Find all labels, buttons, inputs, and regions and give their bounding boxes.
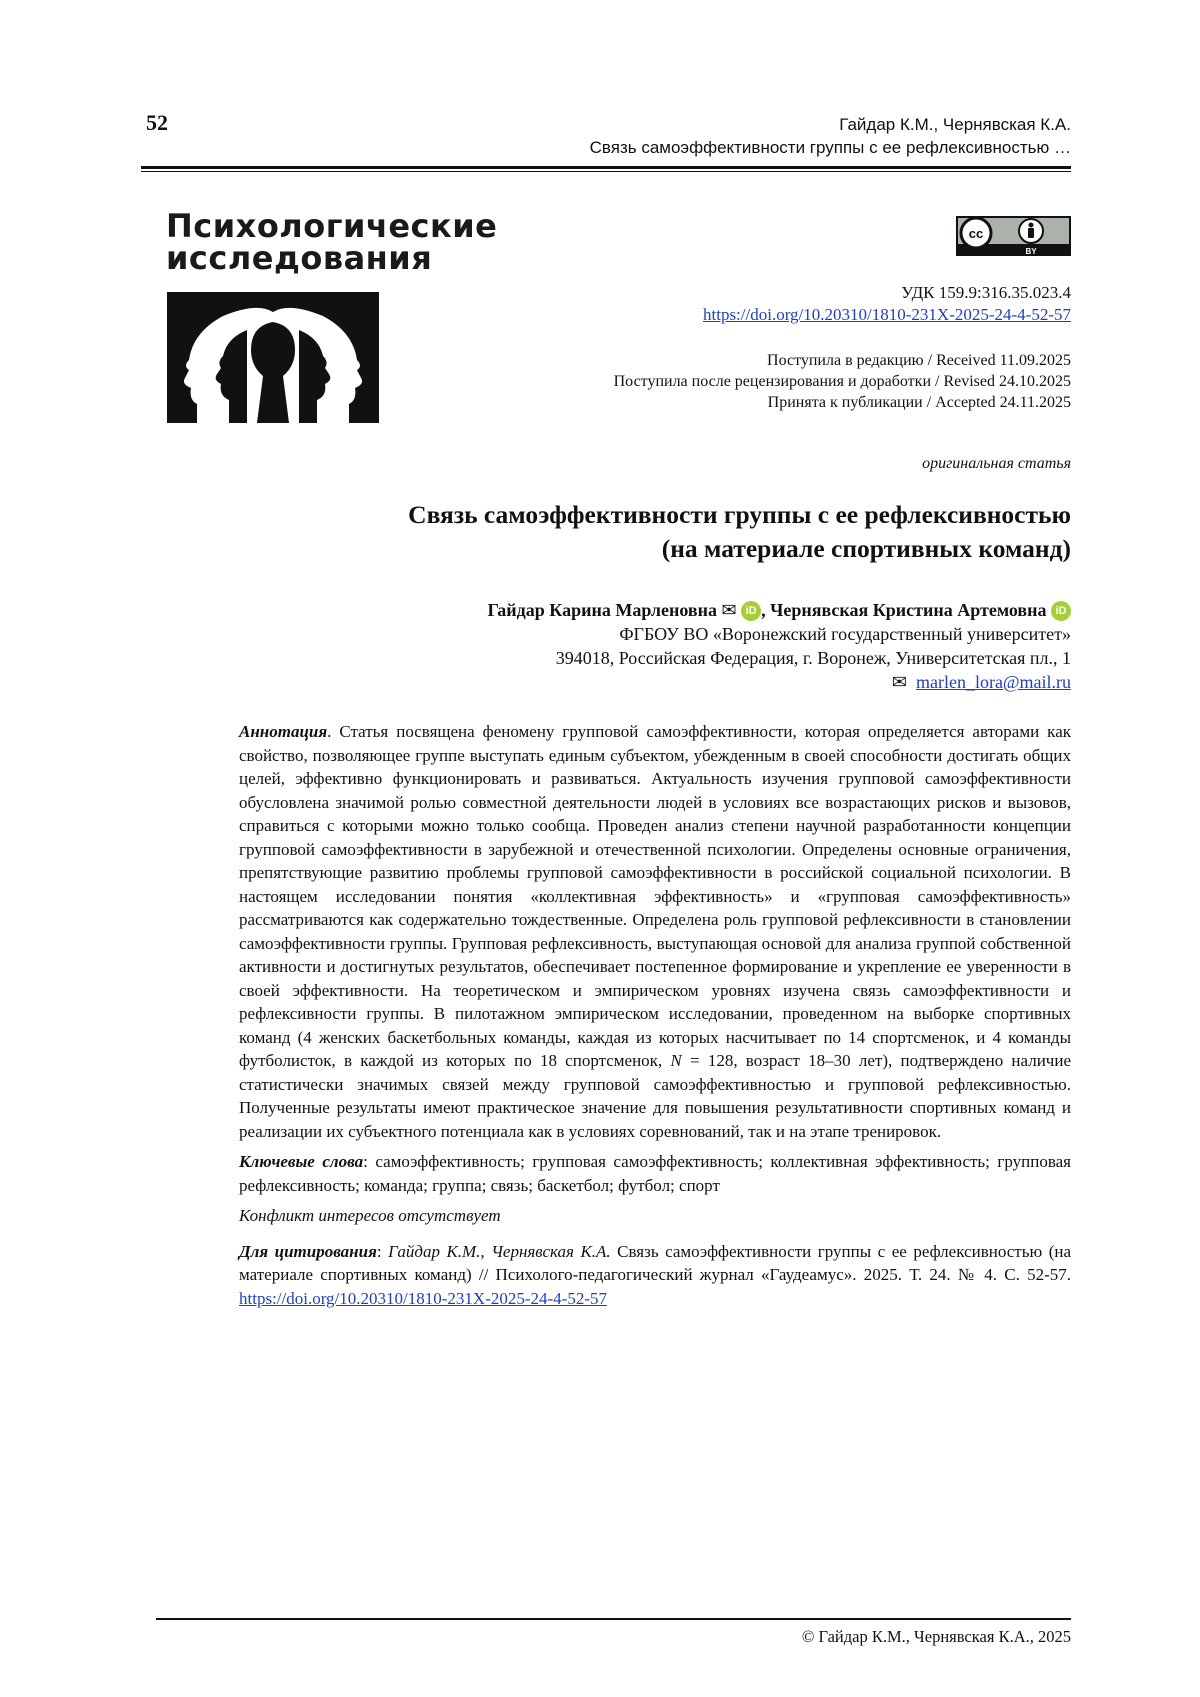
email-link[interactable]: marlen_lora@mail.ru xyxy=(915,672,1071,692)
article-title xyxy=(408,498,1071,566)
copyright: © Гайдар К.М., Чернявская К.А., 2025 xyxy=(801,1627,1071,1646)
abstract-label: Аннотация xyxy=(239,722,328,741)
orcid-icon[interactable]: iD xyxy=(741,601,761,621)
running-header xyxy=(590,113,1071,159)
authors-block xyxy=(487,598,1071,694)
abstract-text-2: = 128, возраст 18–30 лет), подтверждено наличие статистически значимых связей между групповой самоэффективностью и групповой рефлексивностью. Полученные результаты имеют практическое значение для повышения результативности спортивных команд и реализации их субъектного потенциала как в условиях соревнований, так и на этапе тренировок. xyxy=(239,1051,1071,1141)
citation-text: Связь самоэффективности группы с ее рефлексивностью (на материале спортивных команд) // Психолого-педагогический журнал «Гаудеамус». 2025. Т. 24. № 4. С. 52-57. xyxy=(239,1241,1071,1284)
email-icon: ✉ xyxy=(891,672,907,692)
journal-name-line2: исследования xyxy=(166,239,433,277)
running-header-title: Связь самоэффективности группы с ее рефлексивностью … xyxy=(589,138,1071,157)
article-body xyxy=(239,720,1071,1310)
address: 394018, Российская Федерация, г. Воронеж, Университетская пл., 1 xyxy=(555,648,1071,668)
article-title-line1: Связь самоэффективности группы с ее рефлексивностью xyxy=(408,500,1071,529)
abstract-n-symbol: N xyxy=(670,1051,682,1070)
header-rule xyxy=(141,166,1071,169)
udc-code: УДК 159.9:316.35.023.4 xyxy=(901,283,1071,302)
keywords-text: самоэффективность; групповая самоэффективность; коллективная эффективность; групповая рефлексивность; команда; группа; связь; баскетбол; футбол; спорт xyxy=(239,1152,1072,1195)
page-number: 52 xyxy=(146,110,168,135)
journal-name xyxy=(166,207,498,277)
email-icon: ✉ xyxy=(721,600,737,620)
footer-rule xyxy=(156,1618,1071,1620)
conflict-text: Конфликт интересов отсутствует xyxy=(239,1206,501,1225)
keywords: Ключевые слова: самоэффективность; групповая самоэффективность; коллективная эффективность; групповая рефлексивность; команда; группа; связь; баскетбол; футбол; спорт xyxy=(239,1152,1072,1195)
svg-text:cc: cc xyxy=(968,226,984,241)
svg-text:BY: BY xyxy=(1025,247,1037,256)
affiliation: ФГБОУ ВО «Воронежский государственный университет» xyxy=(619,624,1071,644)
header-rule-thin xyxy=(141,171,1071,172)
date-accepted: Принята к публикации / Accepted 24.11.2025 xyxy=(767,394,1071,411)
author-2-name: Чернявская Кристина Артемовна xyxy=(770,600,1047,620)
article-title-line2: (на материале спортивных команд) xyxy=(661,534,1071,563)
keywords-label: Ключевые слова xyxy=(239,1152,364,1171)
author-1-name: Гайдар Карина Марленовна xyxy=(487,600,718,620)
logo-graphic xyxy=(167,292,379,423)
orcid-icon[interactable]: iD xyxy=(1051,601,1071,621)
citation-label: Для цитирования xyxy=(239,1241,377,1261)
cc-by-graphic xyxy=(956,216,1071,256)
abstract-text-1: Статья посвящена феномену групповой самоэффективности, которая определяется авторами как свойство, позволяющее группе выступать единым субъектом, убежденным в своей способности достигать общих целей, эффективно функционировать и развиваться. Актуальность изучения групповой самоэффективности обусловлена значимой ролью совместной деятельности людей в условиях все возрастающих рисков и вызовов, справиться с которыми можно только сообща. Проведен анализ степени научной разработанности концепции групповой самоэффективности в зарубежной и отечественной психологии. Определены основные ограничения, препятствующие развитию проблемы групповой самоэффективности в российской социальной психологии. В настоящем исследовании понятия «коллективная эффективность» и «групповая самоэффективность» рассматриваются как содержательно тождественные. Определена роль групповой рефлексивности в становлении самоэффективности группы. Групповая рефлексивность, выступающая основой для анализа группой собственной активности и достигнутых результатов, обеспечивает постепенное формирование и укрепление ее уверенности в своей эффективности. На теоретическом и эмпирическом уровнях изучена связь самоэффективности и рефлексивности группы. В пилотажном эмпирическом исследовании, проведенном на выборке спортивных команд (4 женских баскетбольных команды, каждая из которых насчитывает по 14 спортсменок, и 4 команды футболисток, в каждой из которых по 18 спортсменок, xyxy=(239,722,1071,1070)
running-header-authors: Гайдар К.М., Чернявская К.А. xyxy=(839,115,1071,134)
doi-link[interactable]: https://doi.org/10.20310/1810-231X-2025-24-4-52-57 xyxy=(703,305,1071,324)
citation-authors: Гайдар К.М., Чернявская К.А. xyxy=(388,1241,611,1261)
citation: Для цитирования: Гайдар К.М., Чернявская К.А. Связь самоэффективности группы с ее рефлексивностью (на материале спортивных команд) // Психолого-педагогический журнал «Гаудеамус». 2025. Т. 24. № 4. С. 52-57. https://doi.org/10.20310/1810-231X-2025-24-4-52-57 xyxy=(239,1241,1071,1308)
head-silhouettes-logo xyxy=(167,292,379,423)
author-line: Гайдар Карина Марленовна ✉ iD , Чернявская Кристина Артемовна iD xyxy=(487,598,1071,622)
article-type: оригинальная статья xyxy=(922,455,1071,472)
date-revised: Поступила после рецензирования и доработки / Revised 24.10.2025 xyxy=(613,373,1071,390)
date-received: Поступила в редакцию / Received 11.09.2025 xyxy=(767,352,1071,369)
abstract: Аннотация. Статья посвящена феномену групповой самоэффективности, которая определяется авторами как свойство, позволяющее группе выступать единым субъектом, убежденным в своей способности достигать общих целей, эффективно функционировать и развиваться. Актуальность изучения групповой самоэффективности обусловлена значимой ролью совместной деятельности людей в условиях все возрастающих рисков и вызовов, справиться с которыми можно только сообща. Проведен анализ степени научной разработанности концепции групповой самоэффективности в зарубежной и отечественной психологии. Определены основные ограничения, препятствующие развитию проблемы групповой самоэффективности в российской социальной психологии. В настоящем исследовании понятия «коллективная эффективность» и «групповая самоэффективность» рассматриваются как содержательно тождественные. Определена роль групповой рефлексивности в становлении самоэффективности группы. Групповая рефлексивность, выступающая основой для анализа группой собственной активности и достигнутых результатов, обеспечивает постепенное формирование и укрепление ее уверенности в своей эффективности. На теоретическом и эмпирическом уровнях изучена связь самоэффективности и рефлексивности группы. В пилотажном эмпирическом исследовании, проведенном на выборке спортивных команд (4 женских баскетбольных команды, каждая из которых насчитывает по 14 спортсменок, и 4 команды футболисток, в каждой из которых по 18 спортсменок, N = 128, возраст 18–30 лет), подтверждено наличие статистически значимых связей между групповой самоэффективностью и групповой рефлексивностью. Полученные результаты имеют практическое значение для повышения результативности спортивных команд и реализации их субъектного потенциала как в условиях соревнований, так и на этапе тренировок. xyxy=(239,722,1071,1141)
cc-by-icon[interactable] xyxy=(956,216,1071,256)
journal-name-line1: Психологические xyxy=(166,207,498,245)
citation-doi-link[interactable]: https://doi.org/10.20310/1810-231X-2025-24-4-52-57 xyxy=(239,1288,607,1308)
article-meta xyxy=(703,282,1071,326)
article-dates xyxy=(614,350,1071,413)
conflict-statement xyxy=(239,1204,1071,1228)
